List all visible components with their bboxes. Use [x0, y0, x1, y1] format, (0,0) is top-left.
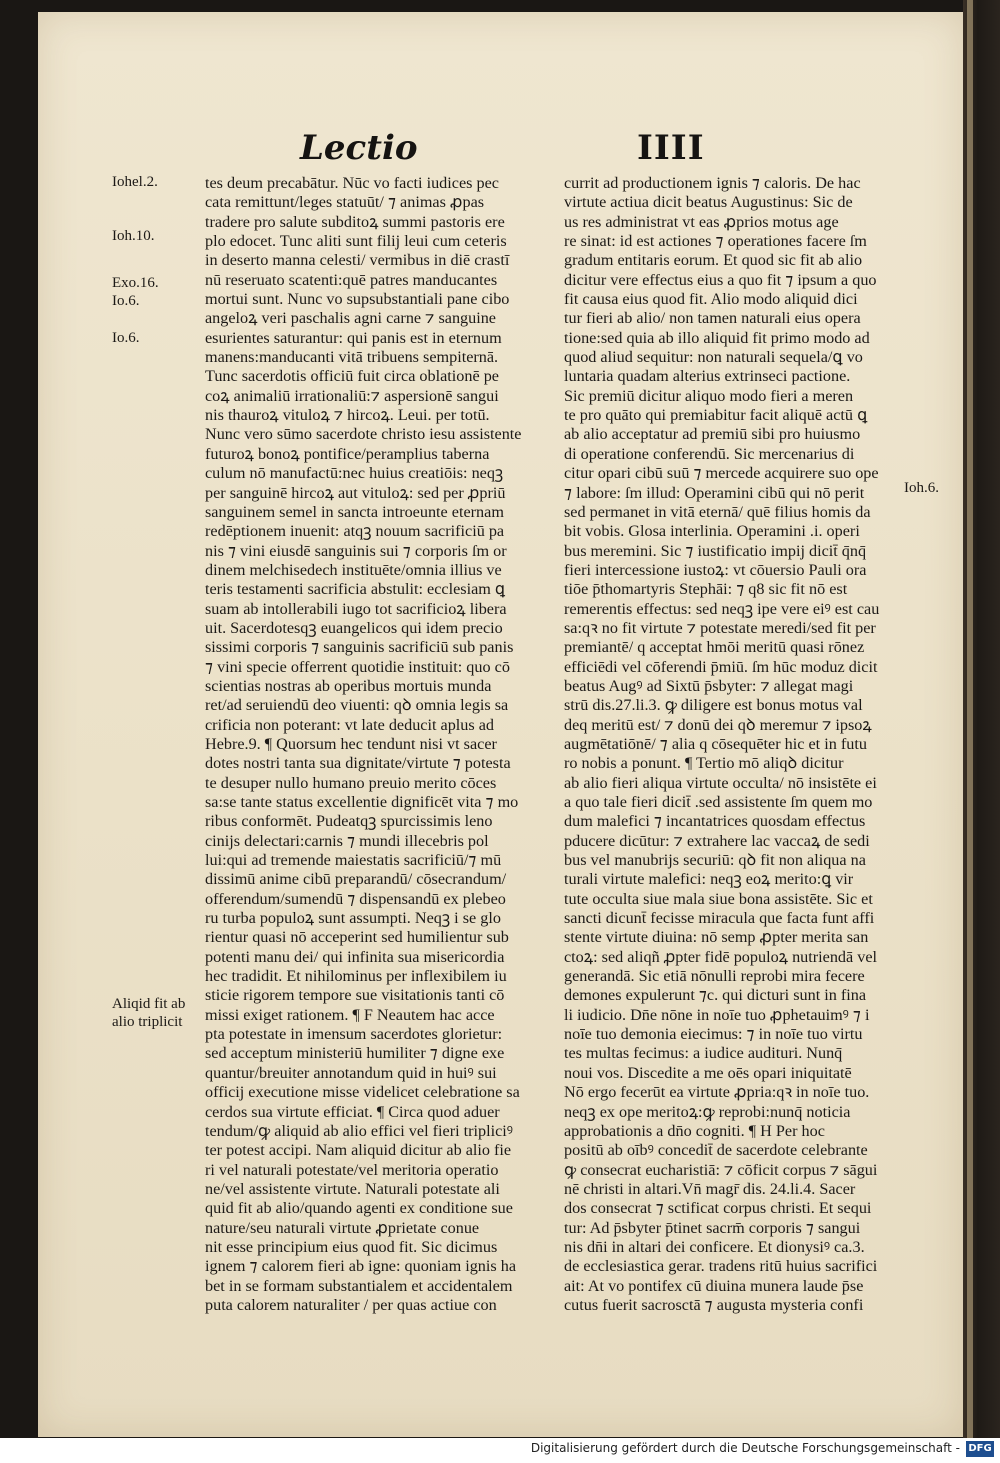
text-line: crificia non poterant: vt late deducit aplus ad — [205, 715, 495, 734]
text-line: us res administrat vt eas ꝓprios motus age — [564, 212, 839, 231]
page-edge-strip — [967, 0, 973, 1440]
text-line: dum malefici ⁊ incantatrices quosdam effectus — [564, 812, 866, 831]
text-line: ru turba populoꝝ sunt assumpti. Neqꝫ i se glo — [205, 909, 501, 928]
text-line: efficiēdi vel cōferendi p̄miū. ſm hūc moduz dicit — [564, 657, 878, 676]
text-line: plo edocet. Tunc aliti sunt filij leui cum ceteris — [205, 232, 507, 251]
text-line: Tunc sacerdotis officiū fuit circa oblationē pe — [205, 367, 499, 386]
text-line: missi exiget rationem. ¶ F Neautem hac acce — [205, 1005, 495, 1024]
running-head-left: Lectio — [300, 128, 418, 168]
margin-note: Aliqid fit ab — [112, 996, 186, 1012]
text-line: offerendum/sumendū ⁊ dispensandū ex plebeo — [205, 889, 506, 908]
text-line: pducere dicūtur: ⁊ extrahere lac vaccaꝝ de sedi — [564, 831, 870, 850]
text-line: nis thauroꝝ vituloꝝ ⁊ hircoꝝ. Leui. per totū. — [205, 406, 490, 425]
text-line: tes deum precabātur. Nūc vo facti iudices pec — [205, 174, 499, 192]
text-line: tradere pro salute subditoꝝ summi pastoris ere — [205, 212, 505, 231]
text-line: uit. Sacerdotesqꝫ euangelicos qui idem precio — [205, 618, 503, 637]
text-line: cutus fuerit sacrosctā ⁊ augusta mysteria confi — [564, 1295, 864, 1314]
text-line: li iudicio. Dn̄e nōne in noīe tuo ꝓphetauimꝰ ⁊ i — [564, 1005, 870, 1024]
text-line: Hebre.9. ¶ Quorsum hec tendunt nisi vt sacer — [205, 734, 497, 753]
text-line: ⁊ labore: ſm illud: Operamini cibū qui nō perit — [564, 483, 865, 502]
text-line: in deserto manna celesti/ vermibus in diē crastī — [205, 251, 510, 270]
text-line: te pro quāto qui premiabitur facit aliquē actū ꝗ — [564, 406, 868, 425]
running-head-right: IIII — [637, 128, 705, 168]
footer-credit: Digitalisierung gefördert durch die Deutsche Forschungsgemeinschaft - — [530, 1441, 960, 1455]
text-line: ter potest accipi. Nam aliquid dicitur ab alio fie — [205, 1141, 512, 1160]
text-line: pta potestate in imensum sacerdotes glorietur: — [205, 1025, 503, 1044]
text-line: quod aliud sequitur: non naturali sequela/ꝗ vo — [564, 348, 863, 367]
text-line: bus meremini. Sic ⁊ iustificatio impij dicit̄ q̄nq̄ — [564, 541, 867, 560]
text-line: redēptionem inuenit: atqꝫ nouum sacrificiū pa — [205, 522, 505, 541]
text-line: fit causa eius quod fit. Alio modo aliquid dici — [564, 290, 858, 309]
text-line: scientias nostras ab operibus mortuis munda — [205, 676, 492, 695]
text-line: coꝝ animaliū irrationaliū:⁊ aspersionē sangui — [205, 386, 499, 405]
text-line: puta calorem naturaliter / per quas actiue con — [205, 1295, 497, 1314]
text-line: cinijs delectari:carnis ⁊ mundi illecebris pol — [205, 831, 489, 850]
text-line: fieri intercessione iustoꝝ: vt cōuersio Pauli ora — [564, 560, 867, 579]
text-line: ⁊ vini specie offerrent quotidie instituit: quo cō — [205, 657, 510, 676]
text-line: ignem ⁊ calorem fieri ab igne: quoniam ignis ha — [205, 1257, 517, 1276]
margin-note: Io.6. — [112, 330, 140, 346]
text-line: deq meritū est/ ⁊ donū dei qꝺ meremur ⁊ ipsoꝝ — [564, 715, 872, 734]
text-line: ctoꝝ: sed aliqñ ꝓpter fidē populoꝝ nutriendā vel — [564, 947, 878, 966]
text-line: dos consecrat ⁊ sctificat corpus christi. Et sequi — [564, 1199, 872, 1218]
text-line: cerdos sua virtute efficiat. ¶ Circa quod aduer — [205, 1102, 500, 1121]
text-line: nis ⁊ vini eiusdē sanguinis sui ⁊ corporis ſm or — [205, 541, 507, 560]
dfg-logo: DFG — [966, 1441, 994, 1457]
text-line: quid fit ab alio/quando agenti ex conditione sue — [205, 1199, 513, 1218]
text-line: tur: Ad p̄sbyter p̄tinet sacrm̄ corporis ⁊ sangui — [564, 1218, 861, 1237]
text-line: nū reseruato scatenti:quē patres manducantes — [205, 270, 498, 289]
text-line: dinem melchisedech instituēte/omnia illius ve — [205, 560, 502, 579]
text-line: sed acceptum ministeriū humiliter ⁊ digne exe — [205, 1044, 505, 1063]
text-line: angeloꝝ veri paschalis agni carne ⁊ sanguine — [205, 309, 496, 328]
text-line: generandā. Sic etiā nōnulli reprobi mira fecere — [564, 967, 865, 986]
text-line: sissimi corporis ⁊ sanguinis sacrificiū sub panis — [205, 638, 514, 657]
text-line: nit esse principium eius quod fit. Sic dicimus — [205, 1237, 498, 1256]
text-line: approbationis a dn̄o cogniti. ¶ H Per hoc — [564, 1121, 825, 1140]
text-line: ribus conformēt. Pudeatqꝫ spurcissimis leno — [205, 812, 493, 831]
text-line: nature/seu naturali virtute ꝓprietate conue — [205, 1218, 480, 1237]
margin-note: Iohel.2. — [112, 174, 158, 190]
text-line: tute occulta siue mala siue bona assistēte. Sic et — [564, 889, 873, 908]
text-line: potenti manu dei/ qui infinita sua misericordia — [205, 947, 505, 966]
text-line: ab alio fieri aliqua virtute occulta/ nō insistēte ei — [564, 773, 877, 792]
margin-note: Io.6. — [112, 293, 140, 309]
text-line: sticie rigorem tempore sue visitationis tanti cō — [205, 986, 505, 1005]
text-line: citur opari cibū suū ⁊ mercede acquirere suo ope — [564, 464, 879, 483]
text-line: quantur/breuiter annotandum quid in huiꝰ sui — [205, 1063, 497, 1082]
text-line: mortui sunt. Nunc vo supsubstantiali pane cibo — [205, 290, 510, 309]
text-line: cata remittunt/leges statuūt/ ⁊ animas ꝓpas — [205, 193, 485, 212]
text-line: esurientes saturantur: qui panis est in eternum — [205, 328, 502, 347]
text-line: re sinat: id est actiones ⁊ operationes facere ſm — [564, 232, 867, 251]
left-text-column — [205, 174, 545, 1315]
text-line: sa:se tante status excellentie dignificēt vita ⁊ mo — [205, 793, 519, 811]
text-line: noui vos. Discedite a me oēs opari iniquitatē — [564, 1063, 852, 1082]
text-line: luntaria quadam alterius extrinseci pactione. — [564, 367, 851, 386]
text-line: Nō ergo fecerūt ea virtute ꝓpria:qꝛ in noīe tuo. — [564, 1083, 870, 1102]
text-line: sanguinem semel in sancta introeunte eternam — [205, 502, 504, 521]
text-line: remerentis effectus: sed neqꝫ ipe vere eiꝰ est cau — [564, 599, 880, 618]
text-line: lui:qui ad tremende maiestatis sacrificiū/⁊ mū — [205, 851, 502, 870]
text-line: bet in se formam substantialem et accidentalem — [205, 1276, 513, 1295]
margin-note: Ioh.10. — [112, 228, 155, 244]
text-line: ab alio acceptatur ad premiū sibi pro huiusmo — [564, 425, 861, 444]
text-line: bus vel manubrijs securiū: qꝺ fit non aliqua na — [564, 851, 866, 870]
margin-note: alio triplicit — [112, 1014, 183, 1030]
text-line: tiōe p̄thomartyris Stephāi: ⁊ q8 sic fit nō est — [564, 580, 848, 599]
text-line: positū ab oībꝰ concedit̄ de sacerdote celebrante — [564, 1141, 868, 1160]
margin-note: Ioh.6. — [904, 480, 939, 496]
text-line: te desuper nullo humano preuio merito cōces — [205, 773, 497, 792]
text-line: neqꝫ ex ope meritoꝝ:ꝙ reprobi:nunq̄ noticia — [564, 1102, 851, 1121]
text-line: tur fieri ab alio/ non tamen naturali eius opera — [564, 309, 861, 328]
text-line: suam ab intollerabili iugo tot sacrificioꝝ libera — [205, 599, 507, 618]
text-line: gradum entitaris eorum. Et quod sic fit ab alio — [564, 251, 863, 270]
text-line: Sic premiū dicitur aliquo modo fieri a meren — [564, 386, 854, 405]
text-line: bit vobis. Glosa interlinia. Operamini .i. operi — [564, 522, 860, 541]
text-line: ꝙ consecrat eucharistiā: ⁊ cōficit corpus ⁊ sāgui — [564, 1160, 878, 1179]
text-line: demones expulerunt ⁊c. qui dicturi sunt in fina — [564, 986, 867, 1005]
text-line: nis dn̄i in altari dei conficere. Et dionysiꝰ ca.3. — [564, 1237, 865, 1256]
text-line: culum nō manufactū:nec huius creatiōis: neqꝫ — [205, 464, 504, 483]
text-line: ait: At vo pontifex cū diuina munera laude p̄se — [564, 1276, 864, 1295]
text-line: currit ad productionem ignis ⁊ caloris. De hac — [564, 174, 861, 192]
right-text-column — [564, 174, 904, 1315]
text-line: premiantē/ q acceptat hmōi meritū quasi rōnez — [564, 638, 865, 657]
text-line: Nunc vero sūmo sacerdote christo iesu assistente — [205, 425, 522, 444]
text-line: rientur quasi nō acceperint sed humilientur sub — [205, 928, 509, 947]
text-line: noīe tuo demonia eiecimus: ⁊ in noīe tuo virtu — [564, 1025, 863, 1044]
text-line: turali virtute malefici: neqꝫ eoꝝ merito:ꝗ vir — [564, 870, 854, 889]
text-line: dicitur vere effectus eius a quo fit ⁊ ipsum a quo — [564, 270, 877, 289]
text-line: dotes nostri tanta sua dignitate/virtute ⁊ potesta — [205, 754, 511, 773]
text-line: per sanguinē hircoꝝ aut vituloꝝ: sed per ꝓpriū — [205, 483, 506, 502]
text-line: manens:manducanti vitā tribuens sempiternā. — [205, 348, 499, 367]
text-line: dissimū anime cibū preparandū/ cōsecrandum/ — [205, 870, 507, 889]
text-line: stente virtute diuina: nō semp ꝓpter merita san — [564, 928, 869, 947]
text-line: strū dis.27.li.3. ꝙ diligere est bonus motus val — [564, 696, 863, 715]
text-line: futuroꝝ bonoꝝ pontifice/peramplius taberna — [205, 444, 490, 463]
text-line: hec tradidit. Et nihilominus per inflexibilem iu — [205, 967, 507, 986]
text-line: tes multas fecimus: a iudice audituri. Nunq̄ — [564, 1044, 843, 1063]
text-line: a quo tale fieri dicit̄ .sed assistente ſm quem mo — [564, 793, 873, 811]
text-line: ro nobis a ponunt. ¶ Tertio mō aliqꝺ dicitur — [564, 754, 844, 773]
text-line: sed permanet in vitā eternā/ quē filius homis da — [564, 502, 871, 521]
text-line: de ecclesiastica gerar. tradens ritū huius sacrifici — [564, 1257, 878, 1276]
text-line: nē christi in altari.Vn̄ magr̄ dis. 24.li.4. Sacer — [564, 1179, 856, 1198]
margin-note: Exo.16. — [112, 275, 159, 291]
text-line: tione:sed quia ab illo aliquid fit primo modo ad — [564, 328, 870, 347]
text-line: ret/ad seruiendū deo viuenti: qꝺ omnia legis sa — [205, 696, 509, 715]
text-line: virtute actiua dicit beatus Augustinus: Sic de — [564, 193, 853, 212]
text-line: di operatione conferendū. Sic mercenarius di — [564, 444, 855, 463]
text-line: beatus Augꝰ ad Sixtū p̄sbyter: ⁊ allegat magi — [564, 676, 854, 695]
text-line: augmētatiōnē/ ⁊ alia q cōsequēter hic et in futu — [564, 734, 867, 753]
text-line: officij executione misse videlicet celebratione sa — [205, 1083, 520, 1102]
text-line: ne/vel assistente virtute. Naturali potestate ali — [205, 1179, 500, 1198]
book-edge — [963, 0, 1000, 1440]
text-line: ri vel naturali potestate/vel meritoria operatio — [205, 1160, 499, 1179]
text-line: sa:qꝛ no fit virtute ⁊ potestate meredi/sed fit per — [564, 618, 876, 637]
text-line: tendum/ꝙ aliquid ab alio effici vel fieri tripliciꝰ — [205, 1121, 513, 1140]
text-line: teris testamenti sacrificia abstulit: ecclesiam ꝗ — [205, 580, 506, 599]
text-line: sancti dicunt̄ fecisse miracula que facta funt affi — [564, 909, 875, 928]
